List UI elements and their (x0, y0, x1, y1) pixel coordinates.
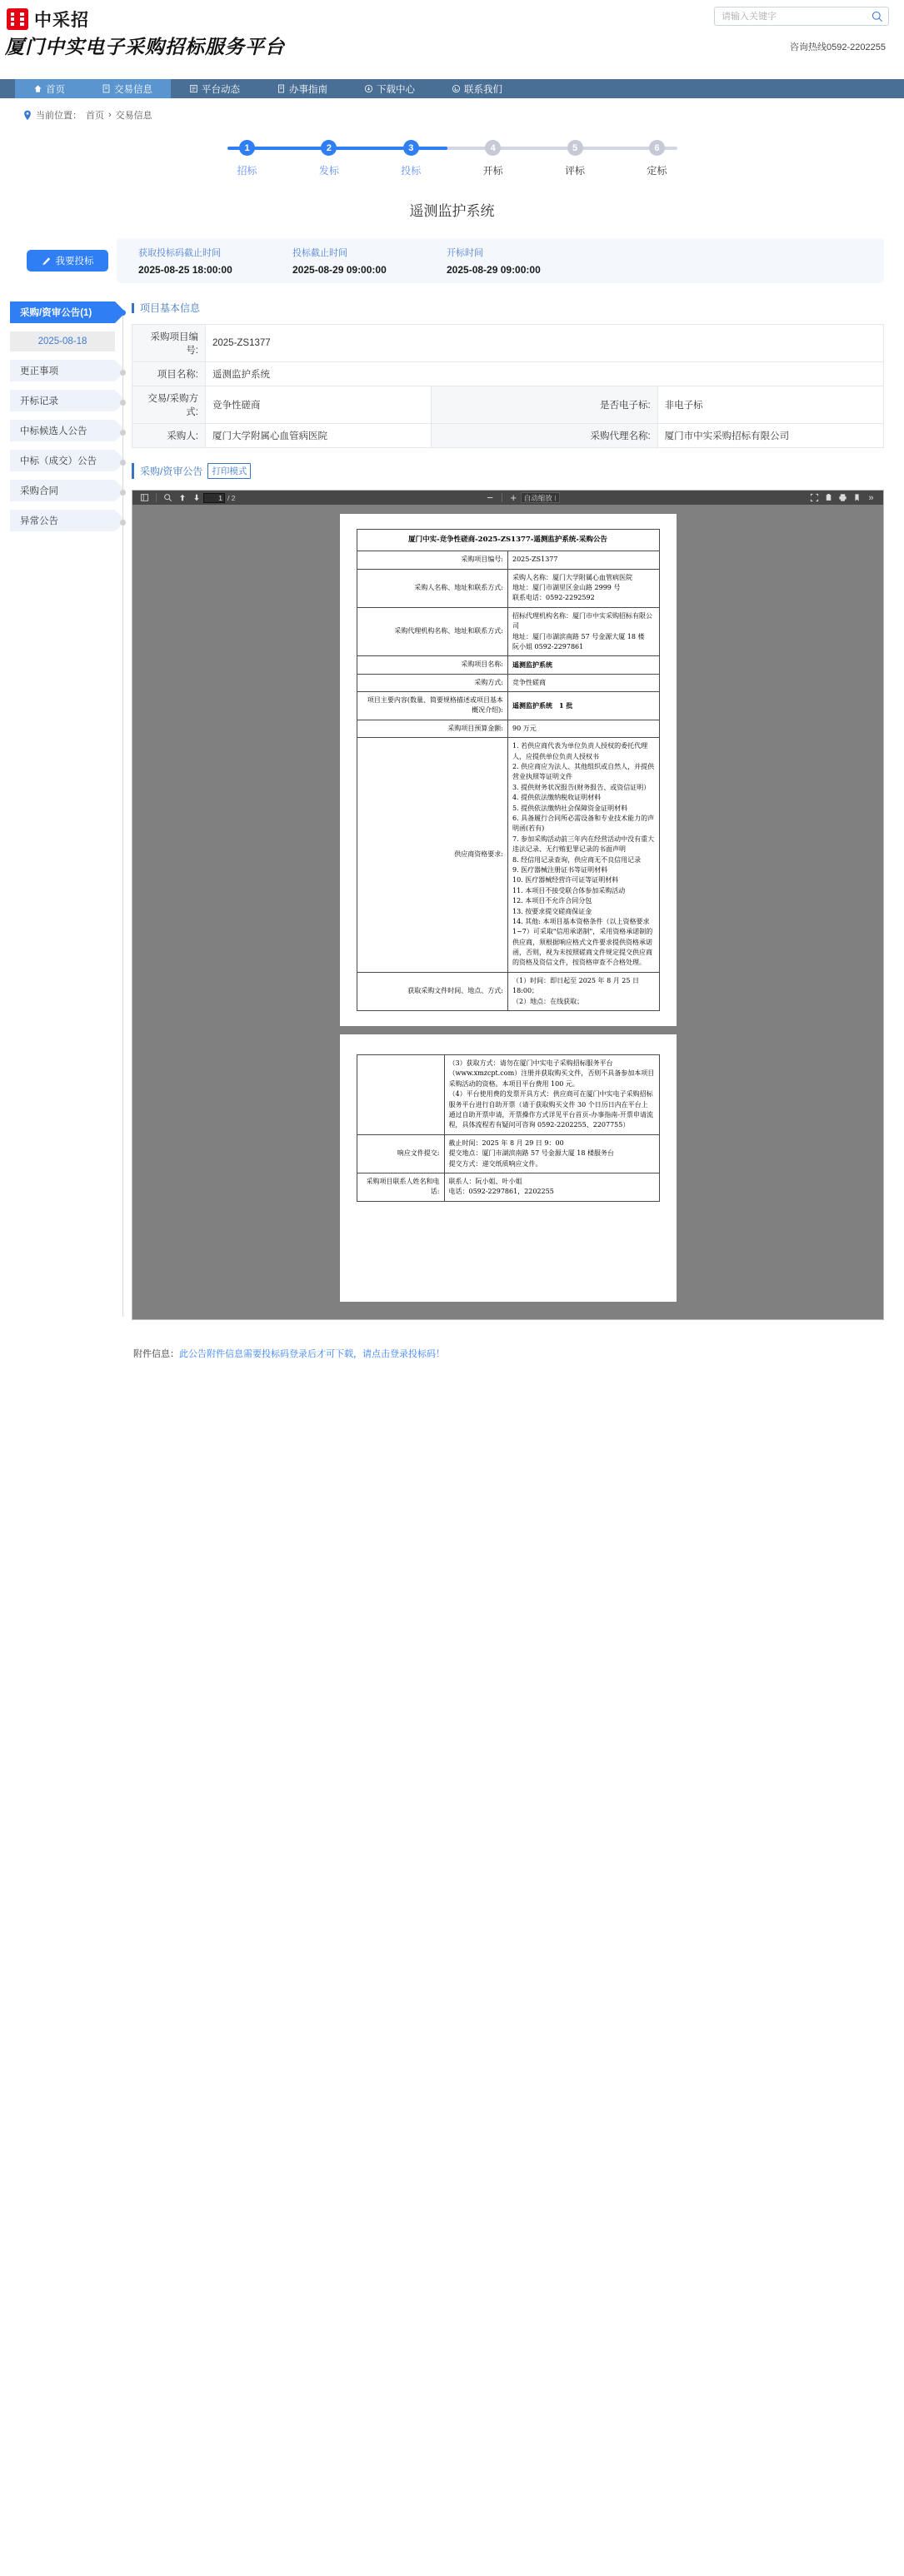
step-label: 投标 (401, 165, 422, 177)
deadline-opening-time (447, 246, 601, 276)
presentation-fullscreen-icon[interactable] (807, 491, 822, 504)
pdf-toolbar (132, 491, 883, 505)
nav-label: 办事指南 (289, 84, 327, 95)
pdf-page-number-input[interactable] (203, 493, 225, 503)
zoom-out-button[interactable]: − (487, 491, 493, 504)
step-number: 1 (239, 140, 255, 156)
breadcrumb-home-link[interactable]: 首页 (86, 111, 104, 121)
doc-key-budget: 采购项目预算金额: (357, 720, 508, 737)
info-value-purchase-method: 竞争性磋商 (206, 386, 432, 424)
doc-line: 14. 其他: 本项目基本资格条件（以上资格要求 1~7）可采取"信用承诺制"，采用资格承诺制的供应商，须根据响应格式文件要求提供资格承诺函，否则，视为未按照磋商文件规定提交供应商的资格及资信文件，按资格审查不合格处理。 (512, 917, 653, 967)
doc-key-document-access: 获取采购文件时间、地点、方式: (357, 972, 508, 1010)
doc-value-supplier-qualifications (508, 738, 660, 973)
doc-value-project-name: 遥测监护系统 (508, 656, 660, 674)
pdf-canvas[interactable] (132, 505, 883, 1319)
contact-icon (452, 84, 461, 93)
bid-pen-icon (42, 256, 52, 266)
main-panel (115, 298, 884, 1332)
doc-row (357, 607, 659, 656)
nav-item-transaction-info[interactable] (83, 79, 171, 98)
hotline-text: 咨询热线0592-2202255 (790, 42, 886, 52)
doc-line: 2. 供应商应为法人、其他组织或自然人，并提供营业执照等证明文件 (512, 763, 655, 781)
step-pingbiao[interactable] (547, 140, 603, 177)
search-icon[interactable] (872, 11, 883, 22)
section-title-announcement (132, 463, 884, 479)
deadline-code-cutoff (138, 246, 292, 276)
info-label-project-name: 项目名称: (132, 362, 206, 386)
doc-line: （3）获取方式：请勿在厦门中实电子采购招标服务平台（www.xmzcpt.com）注册并获取购买文件，否则不具备参加本项目采购活动的资格。本项目平台费用 100 元。 (448, 1059, 655, 1088)
sidebar-timeline-rail (122, 310, 123, 1317)
doc-row (357, 692, 659, 720)
pdf-page-total: / 2 (227, 493, 236, 502)
doc-line: 1. 若供应商代表为单位负责人授权的委托代理人，应提供单位负责人授权书 (512, 742, 648, 760)
progress-steps (219, 137, 686, 177)
doc-value-agency-contact (508, 607, 660, 656)
sidebar-item-purchase-contract[interactable] (10, 480, 115, 501)
sidebar-announcement-date[interactable]: 2025-08-18 (10, 331, 115, 351)
deadline-card (117, 238, 884, 283)
logo[interactable] (7, 7, 89, 32)
info-label-is-electronic: 是否电子标: (432, 386, 657, 424)
toolbar-divider (156, 493, 157, 502)
doc-key-supplier-qualifications: 供应商资格要求: (357, 738, 508, 973)
doc-line: 截止时间：2025 年 8 月 29 日 9：00 (448, 1139, 564, 1147)
doc-value-project-no: 2025-ZS1377 (508, 551, 660, 569)
step-toubiao[interactable] (382, 140, 439, 177)
zoom-level-select[interactable] (521, 492, 560, 503)
breadcrumb (0, 98, 904, 130)
doc-value-budget: 90 万元 (508, 720, 660, 737)
doc-line: 13. 按要求提交磋商保证金 (512, 907, 592, 915)
nav-label: 平台动态 (202, 84, 240, 95)
section-title-text: 采购/资审公告 (140, 465, 203, 477)
doc-line: 联系人：阮小姐、叶小姐 (448, 1177, 522, 1185)
content-body (0, 298, 904, 1332)
sidebar-item-corrections[interactable] (10, 360, 115, 381)
doc-row (357, 1173, 659, 1201)
sidebar-item-opening-record[interactable] (10, 390, 115, 411)
doc-line: 12. 本项目不允许合同分包 (512, 897, 592, 905)
sidebar-item-winner-announcement[interactable] (10, 450, 115, 471)
doc-line: 联系电话：0592-2292592 (512, 594, 595, 602)
print-mode-button[interactable]: 打印模式 (207, 463, 251, 479)
deadline-label: 投标截止时间 (292, 248, 347, 258)
step-label: 发标 (318, 165, 339, 177)
page-site-title: 厦门中实电子采购招标服务平台 (5, 36, 285, 58)
attachment-note (133, 1347, 884, 1360)
site-header (0, 0, 904, 79)
doc-row (357, 551, 659, 569)
doc-line: 地址：厦门市湖滨南路 57 号金源大厦 18 楼 (512, 632, 645, 640)
info-value-project-name: 遥测监护系统 (206, 362, 884, 386)
timeline-dot (120, 520, 126, 526)
pdf-page-2 (340, 1034, 677, 1302)
table-row (132, 386, 884, 424)
doc-value-document-access (508, 972, 660, 1010)
breadcrumb-prefix: 当前位置： (36, 111, 82, 121)
project-basic-info-table (132, 324, 884, 448)
step-label: 开标 (482, 165, 503, 177)
sidebar-item-label: 异常公告 (20, 516, 58, 526)
nav-item-download-center[interactable] (346, 79, 433, 98)
guide-icon (277, 84, 286, 93)
doc-line: 阮小姐 0592-2297861 (512, 642, 584, 650)
doc-row (357, 738, 659, 973)
doc-key-agency-contact: 采购代理机构名称、地址和联系方式: (357, 607, 508, 656)
nav-label: 联系我们 (464, 84, 502, 95)
step-number: 2 (321, 140, 337, 156)
document-icon (102, 84, 111, 93)
doc-line: 5. 提供依法缴纳社会保障资金证明材料 (512, 804, 628, 812)
logo-text: 中采招 (34, 11, 89, 30)
home-icon (33, 84, 42, 93)
sidebar-item-label: 采购合同 (20, 486, 58, 496)
doc-key-project-contact: 采购项目联系人姓名和电话: (357, 1173, 444, 1201)
doc-row (357, 569, 659, 607)
printer-icon[interactable] (836, 491, 850, 504)
zoom-level-label: 自动缩放 (523, 494, 552, 502)
sidebar-item-label: 中标（成交）公告 (20, 456, 97, 466)
attachment-login-link[interactable]: 此公告附件信息需要投标码登录后才可下载，请点击登录投标码！ (179, 1348, 445, 1359)
doc-key-purchase-method: 采购方式: (357, 674, 508, 691)
attachment-note-prefix: 附件信息： (133, 1348, 179, 1359)
step-label: 招标 (237, 165, 257, 177)
step-label: 定标 (647, 165, 667, 177)
doc-key-response-submission: 响应文件提交: (357, 1134, 444, 1173)
main-navigation (0, 79, 904, 98)
doc-line: 11. 本项目不接受联合体参加采购活动 (512, 886, 626, 894)
deadline-label: 开标时间 (447, 248, 483, 258)
info-value-agency: 厦门市中实采购招标有限公司 (657, 424, 883, 448)
doc-value-project-content: 遥测监护系统 1 批 (508, 692, 660, 720)
sidebar-item-abnormal-announcement[interactable] (10, 510, 115, 531)
search-box[interactable] (714, 7, 889, 26)
zoom-in-button[interactable]: + (510, 491, 517, 504)
sidebar-item-label: 中标候选人公告 (20, 426, 87, 436)
bookmark-download-icon[interactable] (850, 491, 864, 504)
breadcrumb-current: 交易信息 (115, 111, 152, 121)
search-input[interactable] (720, 11, 872, 22)
doc-line: 9. 医疗器械注册证书等证明材料 (512, 865, 608, 874)
deadline-value: 2025-08-25 18:00:00 (138, 264, 232, 276)
find-search-icon[interactable] (161, 491, 175, 504)
timeline-dot (120, 460, 126, 466)
timeline-dot (120, 490, 126, 496)
doc-line: 招标代理机构名称：厦门市中实采购招标有限公司 (512, 611, 652, 630)
breadcrumb-separator: › (108, 110, 112, 120)
open-file-icon[interactable] (822, 491, 836, 504)
sidebar-item-label: 更正事项 (20, 366, 58, 376)
step-number: 5 (567, 140, 583, 156)
info-value-purchaser: 厦门大学附属心血管病医院 (206, 424, 432, 448)
doc-value-access-method (444, 1055, 659, 1135)
nav-item-platform-news[interactable] (171, 79, 258, 98)
news-icon (189, 84, 198, 93)
doc-line: 10. 医疗器械经营许可证等证明材料 (512, 876, 619, 884)
step-zhaobiao[interactable] (219, 140, 276, 177)
doc-row (357, 1134, 659, 1173)
previous-page-arrow-up-icon[interactable] (175, 491, 189, 504)
doc-line: 4. 提供依法缴纳税收证明材料 (512, 794, 602, 802)
section-title-text: 项目基本信息 (140, 302, 201, 314)
deadline-section (20, 238, 884, 283)
info-value-is-electronic: 非电子标 (657, 386, 883, 424)
doc-key-access-method (357, 1055, 444, 1135)
submit-bid-button[interactable] (27, 250, 108, 272)
info-label-purchase-method: 交易/采购方式: (132, 386, 206, 424)
nav-item-contact-us[interactable] (433, 79, 521, 98)
table-row (132, 424, 884, 448)
download-icon (364, 84, 373, 93)
nav-label: 首页 (46, 84, 65, 95)
doc-line: 8. 经信用记录查询，供应商无不良信用记录 (512, 855, 642, 864)
page-title: 遥测监护系统 (409, 203, 495, 219)
nav-label: 交易信息 (114, 84, 152, 95)
section-title-basic-info (132, 303, 884, 313)
doc-title: 厦门中实-竞争性磋商-2025-ZS1377-遥测监护系统-采购公告 (357, 530, 659, 551)
location-pin-icon (23, 110, 32, 121)
sidebar-item-candidate-announcement[interactable] (10, 420, 115, 441)
doc-row (357, 720, 659, 737)
pdf-page-1 (340, 514, 677, 1026)
doc-key-purchaser-contact: 采购人名称、地址和联系方式: (357, 569, 508, 607)
sidebar-item-label: 开标记录 (20, 396, 58, 406)
table-row (132, 325, 884, 362)
sidebar-item-label: 采购/资审公告(1) (20, 308, 92, 318)
nav-item-home[interactable] (15, 79, 83, 98)
timeline-dot (120, 310, 126, 316)
pdf-viewer (132, 490, 884, 1320)
step-number: 4 (485, 140, 501, 156)
doc-value-response-submission (444, 1134, 659, 1173)
more-tools-icon[interactable]: » (868, 492, 874, 503)
timeline-dot (120, 370, 126, 376)
step-dingbiao[interactable] (628, 140, 685, 177)
submit-bid-label: 我要投标 (55, 257, 94, 267)
info-label-purchaser: 采购人: (132, 424, 206, 448)
deadline-label: 获取投标码截止时间 (138, 248, 221, 258)
doc-line: 电话：0592-2297861，2202255 (448, 1188, 554, 1196)
timeline-dot (120, 400, 126, 406)
doc-line: 6. 具备履行合同所必需设备和专业技术能力的声明函(若有) (512, 814, 655, 833)
doc-key-project-no: 采购项目编号: (357, 551, 508, 569)
doc-value-purchase-method: 竞争性磋商 (508, 674, 660, 691)
deadline-value: 2025-08-29 09:00:00 (447, 264, 541, 276)
info-label-project-no: 采购项目编号: (132, 325, 206, 362)
nav-label: 下载中心 (377, 84, 415, 95)
doc-value-project-contact (444, 1173, 659, 1201)
deadline-bid-cutoff (292, 246, 447, 276)
sidebar-item-purchase-announcement[interactable] (10, 301, 115, 323)
brand-logo-icon (7, 8, 28, 30)
doc-line: 提交方式：递交纸质响应文件。 (448, 1159, 542, 1168)
step-fabiao[interactable] (301, 140, 357, 177)
next-page-arrow-down-icon[interactable] (189, 491, 203, 504)
doc-line: （4）平台使用费的发票开具方式：供应商可在厦门中实电子采购招标服务平台进行自助开票（请于获取购买文件 30 个日历日内在平台上通过自助开票申请，开票操作方式详见平台首页-办事指南-开票申请流程，具体流程若有疑问可咨询 0592-2202255、2207755） (448, 1090, 653, 1129)
doc-line: 3. 提供财务状况报告(财务报告、或资信证明） (512, 783, 651, 791)
step-label: 评标 (565, 165, 586, 177)
nav-item-guide[interactable] (258, 79, 346, 98)
step-number: 3 (403, 140, 419, 156)
doc-row (357, 972, 659, 1010)
doc-line: 地址：厦门市湖里区金山路 2999 号 (512, 583, 621, 591)
doc-row-title (357, 530, 659, 551)
info-label-agency: 采购代理名称: (432, 424, 657, 448)
doc-line: 采购人名称：厦门大学附属心血管病医院 (512, 573, 632, 581)
doc-key-project-content: 项目主要内容(数量、简要规格描述或项目基本概况介绍): (357, 692, 508, 720)
doc-line: 提交地点：厦门市湖滨南路 57 号金源大厦 18 楼服务台 (448, 1149, 615, 1158)
doc-row (357, 674, 659, 691)
announcement-sidebar (10, 298, 115, 1332)
doc-row (357, 656, 659, 674)
doc-line: （1）时间：即日起至 2025 年 8 月 25 日 18:00； (512, 976, 639, 995)
doc-line: 7. 参加采购活动前三年内在经营活动中没有重大违法记录、无行贿犯罪记录的书面声明 (512, 835, 655, 854)
table-row (132, 362, 884, 386)
chevron-down-icon: ⁝ (554, 494, 557, 502)
steps-track (227, 147, 677, 150)
doc-value-purchaser-contact (508, 569, 660, 607)
info-value-project-no: 2025-ZS1377 (206, 325, 884, 362)
sidebar-toggle-icon[interactable] (137, 491, 152, 504)
step-kaibiao[interactable] (465, 140, 522, 177)
doc-key-project-name: 采购项目名称: (357, 656, 508, 674)
step-number: 6 (649, 140, 665, 156)
deadline-value: 2025-08-29 09:00:00 (292, 264, 387, 276)
doc-line: （2）地点：在线获取； (512, 997, 584, 1005)
timeline-dot (120, 430, 126, 436)
doc-row (357, 1055, 659, 1135)
